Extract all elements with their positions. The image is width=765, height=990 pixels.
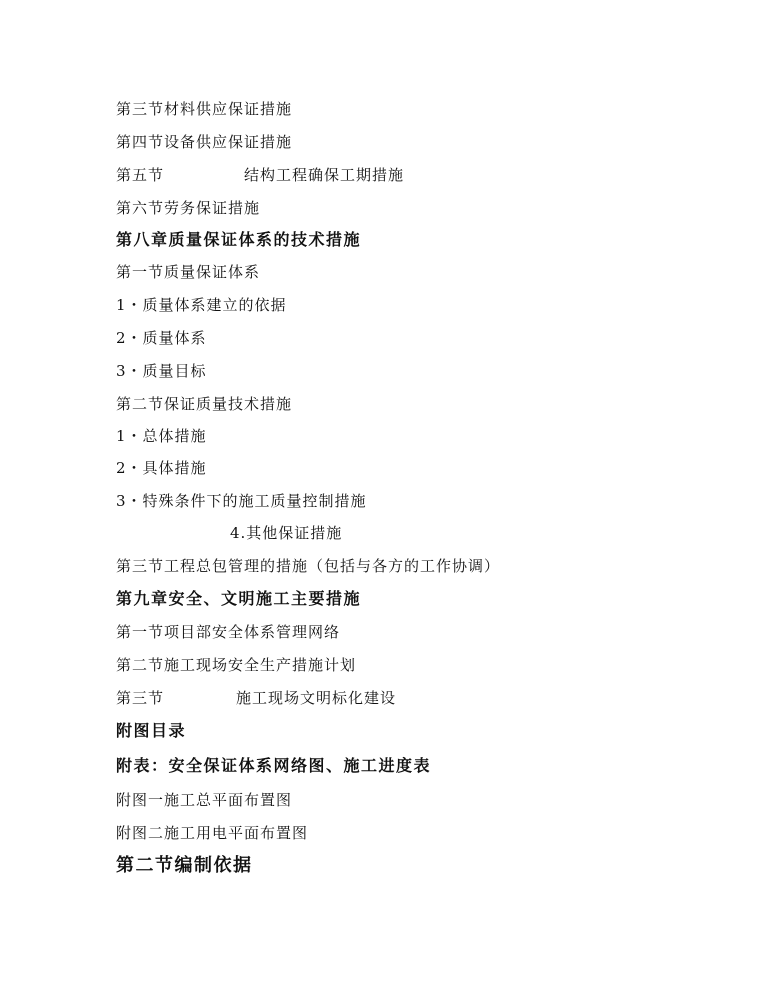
toc-entry-civilized-construction [116,688,396,708]
toc-subitem-specific: 2・具体措施 [116,459,207,477]
toc-entry-section-label: 第五节 [116,166,165,184]
appendix-figure-1: 附图一施工总平面布置图 [116,791,293,809]
toc-entry-section-title: 结构工程确保工期措施 [244,166,405,184]
toc-subitem-quality-goals: 3・质量目标 [116,362,207,380]
chapter-heading-quality: 第八章质量保证体系的技术措施 [116,230,362,249]
appendix-figure-2: 附图二施工用电平面布置图 [116,824,309,842]
toc-subitem-quality-system: 2・质量体系 [116,329,207,347]
toc-entry-material-supply: 第三节材料供应保证措施 [116,100,293,118]
toc-entry-structure-schedule [116,165,404,185]
toc-entry-quality-system: 第一节质量保证体系 [116,263,261,281]
toc-entry-section-label: 第三节 [116,689,165,707]
chapter-heading-safety: 第九章安全、文明施工主要措施 [116,589,362,608]
toc-subitem-other: 4.其他保证措施 [230,524,343,542]
toc-subitem-special-conditions: 3・特殊条件下的施工质量控制措施 [116,492,367,510]
toc-subitem-overall: 1・总体措施 [116,427,207,445]
toc-entry-safety-network: 第一节项目部安全体系管理网络 [116,623,341,641]
section-heading-basis: 第二节编制依据 [116,855,253,876]
toc-entry-general-contract: 第三节工程总包管理的措施（包括与各方的工作协调） [116,557,501,575]
toc-entry-quality-measures: 第二节保证质量技术措施 [116,395,293,413]
toc-entry-section-title: 施工现场文明标化建设 [236,689,397,707]
toc-subitem-basis: 1・质量体系建立的依据 [116,296,287,314]
appendix-tables-heading: 附表：安全保证体系网络图、施工进度表 [116,756,432,775]
toc-entry-labor: 第六节劳务保证措施 [116,199,261,217]
appendix-figures-heading: 附图目录 [116,721,187,740]
toc-entry-equipment-supply: 第四节设备供应保证措施 [116,133,293,151]
toc-entry-safety-plan: 第二节施工现场安全生产措施计划 [116,656,357,674]
